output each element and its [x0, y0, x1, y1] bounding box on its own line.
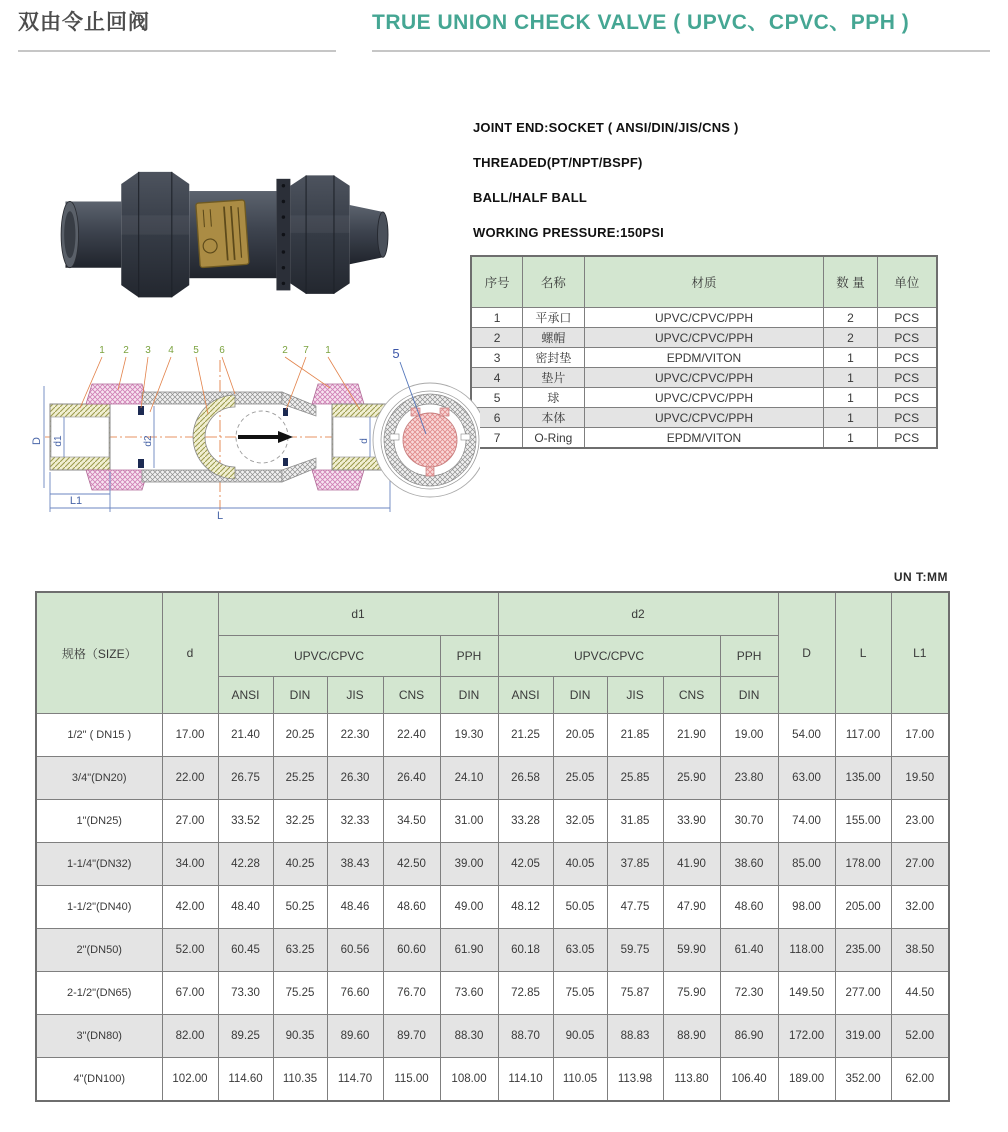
part-material-cell: UPVC/CPVC/PPH [584, 388, 824, 408]
dims-header-size: 规格（SIZE） [36, 592, 162, 714]
dimension-cell: 178.00 [835, 843, 891, 886]
dims-header-pph-1: PPH [440, 636, 498, 677]
dimension-cell: 319.00 [835, 1015, 891, 1058]
dimension-cell: 42.00 [162, 886, 218, 929]
dimension-cell: 41.90 [663, 843, 720, 886]
dims-header-d2: d2 [498, 592, 778, 636]
dimension-cell: 21.40 [218, 714, 273, 757]
table-row [471, 368, 937, 388]
dimension-cell: 59.75 [607, 929, 663, 972]
dimension-cell: 59.90 [663, 929, 720, 972]
dimension-cell: 89.60 [327, 1015, 383, 1058]
size-cell: 4"(DN100) [36, 1058, 162, 1102]
dimension-cell: 90.05 [553, 1015, 607, 1058]
part-material-cell: UPVC/CPVC/PPH [584, 308, 824, 328]
dim-label-L1: L1 [69, 495, 83, 507]
dimension-cell: 63.25 [273, 929, 327, 972]
dimension-cell: 34.00 [162, 843, 218, 886]
dimension-cell: 20.25 [273, 714, 327, 757]
dimension-cell: 76.70 [383, 972, 440, 1015]
dimension-cell: 75.25 [273, 972, 327, 1015]
part-material-cell: UPVC/CPVC/PPH [584, 368, 824, 388]
table-row [471, 388, 937, 408]
spec-working-pressure: WORKING PRESSURE:150PSI [473, 225, 664, 240]
unit-note: UN T:MM [893, 570, 948, 584]
dims-header-din-2: DIN [553, 677, 607, 714]
dimension-cell: 44.50 [891, 972, 949, 1015]
table-row [36, 1015, 949, 1058]
dimension-cell: 30.70 [720, 800, 778, 843]
dimension-cell: 86.90 [720, 1015, 778, 1058]
dims-header-cns-1: CNS [383, 677, 440, 714]
part-unit-cell: PCS [877, 428, 937, 449]
table-row [36, 714, 949, 757]
dimension-cell: 72.30 [720, 972, 778, 1015]
dimension-cell: 88.90 [663, 1015, 720, 1058]
part-name-cell: 垫片 [523, 368, 584, 388]
callout-3: 3 [145, 345, 151, 356]
dimension-cell: 61.90 [440, 929, 498, 972]
dimension-cell: 115.00 [383, 1058, 440, 1102]
part-name-cell: 本体 [523, 408, 584, 428]
dims-header-ansi-1: ANSI [218, 677, 273, 714]
size-cell: 1"(DN25) [36, 800, 162, 843]
dim-label-L: L [216, 510, 224, 520]
table-row [471, 348, 937, 368]
part-no-cell: 4 [471, 368, 523, 388]
part-qty-cell: 2 [824, 328, 877, 348]
callout-5: 5 [193, 345, 199, 356]
dimension-cell: 27.00 [891, 843, 949, 886]
part-unit-cell: PCS [877, 388, 937, 408]
dimension-cell: 37.85 [607, 843, 663, 886]
dimension-cell: 26.40 [383, 757, 440, 800]
dimension-cell: 50.05 [553, 886, 607, 929]
dim-label-D: D [31, 437, 43, 445]
dimension-cell: 19.00 [720, 714, 778, 757]
title-chinese: 双由令止回阀 [18, 11, 150, 34]
dimension-cell: 26.58 [498, 757, 553, 800]
table-row [471, 328, 937, 348]
valve-photo-svg [55, 128, 395, 336]
size-cell: 1-1/2"(DN40) [36, 886, 162, 929]
dimension-cell: 54.00 [778, 714, 835, 757]
dimension-cell: 114.10 [498, 1058, 553, 1102]
dims-header-pph-din-2: DIN [720, 677, 778, 714]
dimension-cell: 48.40 [218, 886, 273, 929]
part-unit-cell: PCS [877, 308, 937, 328]
part-no-cell: 5 [471, 388, 523, 408]
table-row [36, 757, 949, 800]
dimension-cell: 25.05 [553, 757, 607, 800]
size-cell: 2-1/2"(DN65) [36, 972, 162, 1015]
dimension-cell: 34.50 [383, 800, 440, 843]
dims-header-cns-2: CNS [663, 677, 720, 714]
dimension-cell: 102.00 [162, 1058, 218, 1102]
page-header [18, 8, 990, 52]
dimension-cell: 89.25 [218, 1015, 273, 1058]
size-cell: 1/2" ( DN15 ) [36, 714, 162, 757]
dims-header-pph-din-1: DIN [440, 677, 498, 714]
dimension-cell: 189.00 [778, 1058, 835, 1102]
dimension-cell: 33.52 [218, 800, 273, 843]
part-qty-cell: 1 [824, 428, 877, 449]
dims-header-jis-1: JIS [327, 677, 383, 714]
part-name-cell: 平承口 [523, 308, 584, 328]
dimension-cell: 60.45 [218, 929, 273, 972]
dimension-cell: 24.10 [440, 757, 498, 800]
dimension-cell: 88.30 [440, 1015, 498, 1058]
dimension-cell: 32.05 [553, 800, 607, 843]
dimension-cell: 38.60 [720, 843, 778, 886]
dimension-cell: 47.75 [607, 886, 663, 929]
dimension-cell: 108.00 [440, 1058, 498, 1102]
dimension-cell: 48.12 [498, 886, 553, 929]
parts-header-row [471, 256, 937, 308]
dimension-cell: 62.00 [891, 1058, 949, 1102]
dimension-cell: 75.87 [607, 972, 663, 1015]
dimension-cell: 60.18 [498, 929, 553, 972]
dimension-cell: 75.90 [663, 972, 720, 1015]
table-row [36, 1058, 949, 1102]
dims-header-L1: L1 [891, 592, 949, 714]
dimension-cell: 27.00 [162, 800, 218, 843]
dimension-cell: 38.50 [891, 929, 949, 972]
dimension-cell: 22.30 [327, 714, 383, 757]
dimension-cell: 90.35 [273, 1015, 327, 1058]
dimension-cell: 33.90 [663, 800, 720, 843]
size-cell: 3"(DN80) [36, 1015, 162, 1058]
table-row [471, 308, 937, 328]
callout-1b: 1 [325, 345, 331, 356]
dimension-cell: 42.50 [383, 843, 440, 886]
part-name-cell: 密封垫 [523, 348, 584, 368]
dimension-cell: 22.40 [383, 714, 440, 757]
dimension-cell: 135.00 [835, 757, 891, 800]
dimension-cell: 63.00 [778, 757, 835, 800]
dimension-cell: 73.60 [440, 972, 498, 1015]
dimension-cell: 110.05 [553, 1058, 607, 1102]
dimension-cell: 113.98 [607, 1058, 663, 1102]
callout-2a: 2 [123, 345, 129, 356]
dimension-cell: 149.50 [778, 972, 835, 1015]
dimension-cell: 172.00 [778, 1015, 835, 1058]
dimension-cell: 205.00 [835, 886, 891, 929]
dims-header-d: d [162, 592, 218, 714]
dims-header-D: D [778, 592, 835, 714]
title-english: TRUE UNION CHECK VALVE ( UPVC、CPVC、PPH ) [372, 11, 910, 34]
dimension-cell: 75.05 [553, 972, 607, 1015]
dimension-cell: 25.90 [663, 757, 720, 800]
part-unit-cell: PCS [877, 408, 937, 428]
dimension-cell: 32.33 [327, 800, 383, 843]
dim-label-d: d [359, 438, 370, 444]
table-row [36, 800, 949, 843]
callout-7: 7 [303, 345, 309, 356]
dimension-cell: 21.85 [607, 714, 663, 757]
callout-4: 4 [168, 345, 174, 356]
valve-label [196, 200, 249, 268]
dimension-cell: 117.00 [835, 714, 891, 757]
dims-header-d1: d1 [218, 592, 498, 636]
part-qty-cell: 1 [824, 408, 877, 428]
dimension-cell: 235.00 [835, 929, 891, 972]
dimension-cell: 113.80 [663, 1058, 720, 1102]
dim-label-d1: d1 [53, 435, 64, 447]
part-material-cell: UPVC/CPVC/PPH [584, 328, 824, 348]
part-name-cell: O-Ring [523, 428, 584, 449]
dimension-cell: 118.00 [778, 929, 835, 972]
dimension-cell: 72.85 [498, 972, 553, 1015]
dimension-cell: 42.28 [218, 843, 273, 886]
callout-1a: 1 [99, 345, 105, 356]
dimension-cell: 21.25 [498, 714, 553, 757]
dims-header-upvc-cpvc-2: UPVC/CPVC [498, 636, 720, 677]
dims-header-din-1: DIN [273, 677, 327, 714]
dims-header-ansi-2: ANSI [498, 677, 553, 714]
valve-photo [55, 128, 395, 341]
dimension-cell: 32.25 [273, 800, 327, 843]
callout-2b: 2 [282, 345, 288, 356]
dimension-cell: 39.00 [440, 843, 498, 886]
title-underline-right [372, 50, 990, 52]
end-view-callout-5: 5 [392, 346, 400, 361]
dimension-cell: 352.00 [835, 1058, 891, 1102]
dimension-cell: 61.40 [720, 929, 778, 972]
part-material-cell: UPVC/CPVC/PPH [584, 408, 824, 428]
dimension-cell: 38.43 [327, 843, 383, 886]
dimension-cell: 40.25 [273, 843, 327, 886]
table-row [471, 428, 937, 449]
part-unit-cell: PCS [877, 348, 937, 368]
part-name-cell: 球 [523, 388, 584, 408]
dimension-cell: 48.46 [327, 886, 383, 929]
dimension-table-body [36, 714, 949, 1102]
part-qty-cell: 2 [824, 308, 877, 328]
dims-header-row-1 [36, 592, 949, 636]
dimension-cell: 114.70 [327, 1058, 383, 1102]
spec-list [473, 118, 993, 258]
dimension-cell: 88.83 [607, 1015, 663, 1058]
part-material-cell: EPDM/VITON [584, 428, 824, 449]
dimension-cell: 74.00 [778, 800, 835, 843]
parts-header-qty: 数 量 [824, 256, 877, 308]
spec-ball: BALL/HALF BALL [473, 190, 587, 205]
parts-table-body [471, 308, 937, 449]
dimension-cell: 60.56 [327, 929, 383, 972]
part-qty-cell: 1 [824, 368, 877, 388]
part-unit-cell: PCS [877, 368, 937, 388]
table-row [36, 929, 949, 972]
dimension-cell: 33.28 [498, 800, 553, 843]
valve-right-nut [290, 175, 349, 294]
dimension-cell: 155.00 [835, 800, 891, 843]
size-cell: 3/4"(DN20) [36, 757, 162, 800]
end-view [373, 346, 480, 497]
spec-joint-end: JOINT END:SOCKET ( ANSI/DIN/JIS/CNS ) [473, 120, 739, 135]
parts-header-material: 材质 [584, 256, 824, 308]
dimension-cell: 25.25 [273, 757, 327, 800]
dimension-table [35, 591, 950, 1102]
dimension-cell: 88.70 [498, 1015, 553, 1058]
dimension-cell: 277.00 [835, 972, 891, 1015]
part-no-cell: 1 [471, 308, 523, 328]
dimension-cell: 52.00 [162, 929, 218, 972]
dimension-cell: 110.35 [273, 1058, 327, 1102]
dimension-cell: 32.00 [891, 886, 949, 929]
size-cell: 1-1/4"(DN32) [36, 843, 162, 886]
dimension-cell: 22.00 [162, 757, 218, 800]
part-no-cell: 2 [471, 328, 523, 348]
dimension-cell: 114.60 [218, 1058, 273, 1102]
dimension-cell: 89.70 [383, 1015, 440, 1058]
dimension-cell: 26.30 [327, 757, 383, 800]
spec-threaded: THREADED(PT/NPT/BSPF) [473, 155, 643, 170]
dim-label-d2: d2 [143, 435, 154, 447]
callout-numbers [99, 345, 331, 356]
dimension-cell: 17.00 [162, 714, 218, 757]
dimension-cell: 17.00 [891, 714, 949, 757]
table-row [36, 886, 949, 929]
part-name-cell: 螺帽 [523, 328, 584, 348]
title-underline-left [18, 50, 336, 52]
technical-drawing-svg [30, 342, 480, 520]
part-qty-cell: 1 [824, 348, 877, 368]
dimension-cell: 63.05 [553, 929, 607, 972]
parts-header-unit: 单位 [877, 256, 937, 308]
dimension-cell: 23.80 [720, 757, 778, 800]
dimension-cell: 48.60 [383, 886, 440, 929]
dimension-cell: 47.90 [663, 886, 720, 929]
dimension-cell: 73.30 [218, 972, 273, 1015]
parts-header-name: 名称 [523, 256, 584, 308]
dims-header-pph-2: PPH [720, 636, 778, 677]
dimension-cell: 42.05 [498, 843, 553, 886]
dimension-cell: 76.60 [327, 972, 383, 1015]
part-qty-cell: 1 [824, 388, 877, 408]
callout-6: 6 [219, 345, 225, 356]
size-cell: 2"(DN50) [36, 929, 162, 972]
dimension-cell: 23.00 [891, 800, 949, 843]
part-material-cell: EPDM/VITON [584, 348, 824, 368]
table-row [36, 972, 949, 1015]
dims-header-upvc-cpvc-1: UPVC/CPVC [218, 636, 440, 677]
dimension-cell: 19.50 [891, 757, 949, 800]
dimension-cell: 106.40 [720, 1058, 778, 1102]
dimension-cell: 25.85 [607, 757, 663, 800]
dimension-cell: 40.05 [553, 843, 607, 886]
dims-header-jis-2: JIS [607, 677, 663, 714]
dimension-cell: 48.60 [720, 886, 778, 929]
dimension-cell: 20.05 [553, 714, 607, 757]
dimension-cell: 60.60 [383, 929, 440, 972]
dimension-cell: 50.25 [273, 886, 327, 929]
dimension-cell: 52.00 [891, 1015, 949, 1058]
part-unit-cell: PCS [877, 328, 937, 348]
part-no-cell: 6 [471, 408, 523, 428]
part-no-cell: 7 [471, 428, 523, 449]
dimension-cell: 67.00 [162, 972, 218, 1015]
parts-header-no: 序号 [471, 256, 523, 308]
dimension-cell: 26.75 [218, 757, 273, 800]
dimension-cell: 31.00 [440, 800, 498, 843]
technical-drawing [30, 342, 480, 525]
dimension-cell: 31.85 [607, 800, 663, 843]
dimension-cell: 85.00 [778, 843, 835, 886]
dimension-cell: 19.30 [440, 714, 498, 757]
part-no-cell: 3 [471, 348, 523, 368]
table-row [36, 843, 949, 886]
dims-header-L: L [835, 592, 891, 714]
dimension-cell: 82.00 [162, 1015, 218, 1058]
dimension-cell: 21.90 [663, 714, 720, 757]
dimension-cell: 49.00 [440, 886, 498, 929]
table-row [471, 408, 937, 428]
parts-table [470, 255, 938, 449]
dimension-cell: 98.00 [778, 886, 835, 929]
